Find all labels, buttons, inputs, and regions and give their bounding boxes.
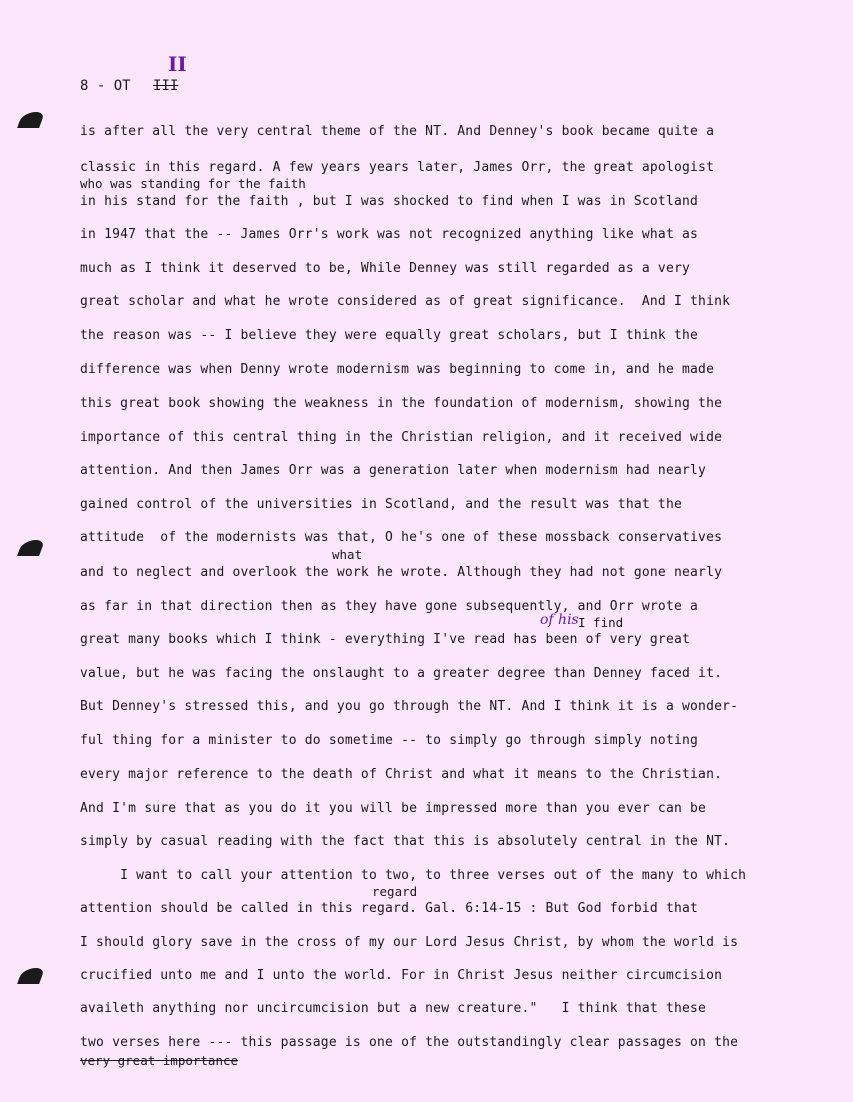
text-line: much as I think it deserved to be, While Denney was still regarded as a very — [80, 261, 691, 276]
text-line: the reason was -- I believe they were equally great scholars, but I think the — [80, 328, 699, 343]
text-line: attitude of the modernists was that, O he's one of these mossback conservatives — [80, 530, 723, 545]
text-line: every major reference to the death of Christ and what it means to the Christian. — [80, 767, 723, 782]
text-line: And I'm sure that as you do it you will be impressed more than you ever can be — [80, 801, 707, 816]
text-line: great many books which I think - everything I've read has been of very great — [80, 632, 691, 647]
text-line: attention. And then James Orr was a generation later when modernism had nearly — [80, 463, 707, 478]
text-line: importance of this central thing in the Christian religion, and it received wide — [80, 430, 723, 445]
text-line: crucified unto me and I unto the world. For in Christ Jesus neither circumcision — [80, 968, 723, 983]
text-line: difference was when Denny wrote modernism was beginning to come in, and he made — [80, 362, 715, 377]
text-line: this great book showing the weakness in the foundation of modernism, showing the — [80, 396, 723, 411]
text-line: gained control of the universities in Scotland, and the result was that the — [80, 497, 682, 512]
inserted-text: I find — [578, 615, 624, 630]
text-line: great scholar and what he wrote considered as of great significance. And I think — [80, 294, 731, 309]
text-line: value, but he was facing the onslaught to a greater degree than Denney faced it. — [80, 666, 723, 681]
text-line: is after all the very central theme of the NT. And Denney's book became quite a — [80, 124, 715, 139]
text-line: I should glory save in the cross of my our Lord Jesus Christ, by whom the world is — [80, 935, 739, 950]
punch-hole-top — [17, 112, 45, 128]
text-line: as far in that direction then as they have gone subsequently, and Orr wrote a — [80, 599, 699, 614]
struck-footer-text: very great importance — [80, 1053, 239, 1068]
punch-hole-middle — [17, 540, 45, 556]
text-line: and to neglect and overlook the work he wrote. Although they had not gone nearly — [80, 565, 723, 580]
text-line: I want to call your attention to two, to three verses out of the many to which — [80, 868, 747, 883]
struck-roman-numeral: III — [153, 78, 179, 94]
text-line: But Denney's stressed this, and you go through the NT. And I think it is a wonder- — [80, 699, 739, 714]
inserted-text: regard — [372, 884, 418, 899]
text-line: ful thing for a minister to do sometime -- to simply go through simply noting — [80, 733, 699, 748]
text-line: classic in this regard. A few years years later, James Orr, the great apologist — [80, 160, 715, 175]
punch-hole-bottom — [17, 968, 45, 984]
inserted-text: what — [332, 547, 363, 562]
text-line: simply by casual reading with the fact that this is absolutely central in the NT. — [80, 834, 731, 849]
text-line: availeth anything nor uncircumcision but a new creature." I think that these — [80, 1001, 707, 1016]
inserted-text: who was standing for the faith — [80, 176, 306, 191]
page-header — [80, 78, 178, 94]
page-number: 8 - OT — [80, 78, 131, 94]
handwritten-insertion: of his — [540, 612, 579, 628]
text-line: attention should be called in this regard. Gal. 6:14-15 : But God forbid that — [80, 901, 699, 916]
text-line: in his stand for the faith , but I was shocked to find when I was in Scotland — [80, 194, 699, 209]
handwritten-roman-numeral: II — [168, 52, 187, 76]
text-line: in 1947 that the -- James Orr's work was not recognized anything like what as — [80, 227, 699, 242]
text-line: two verses here --- this passage is one of the outstandingly clear passages on the — [80, 1035, 739, 1050]
